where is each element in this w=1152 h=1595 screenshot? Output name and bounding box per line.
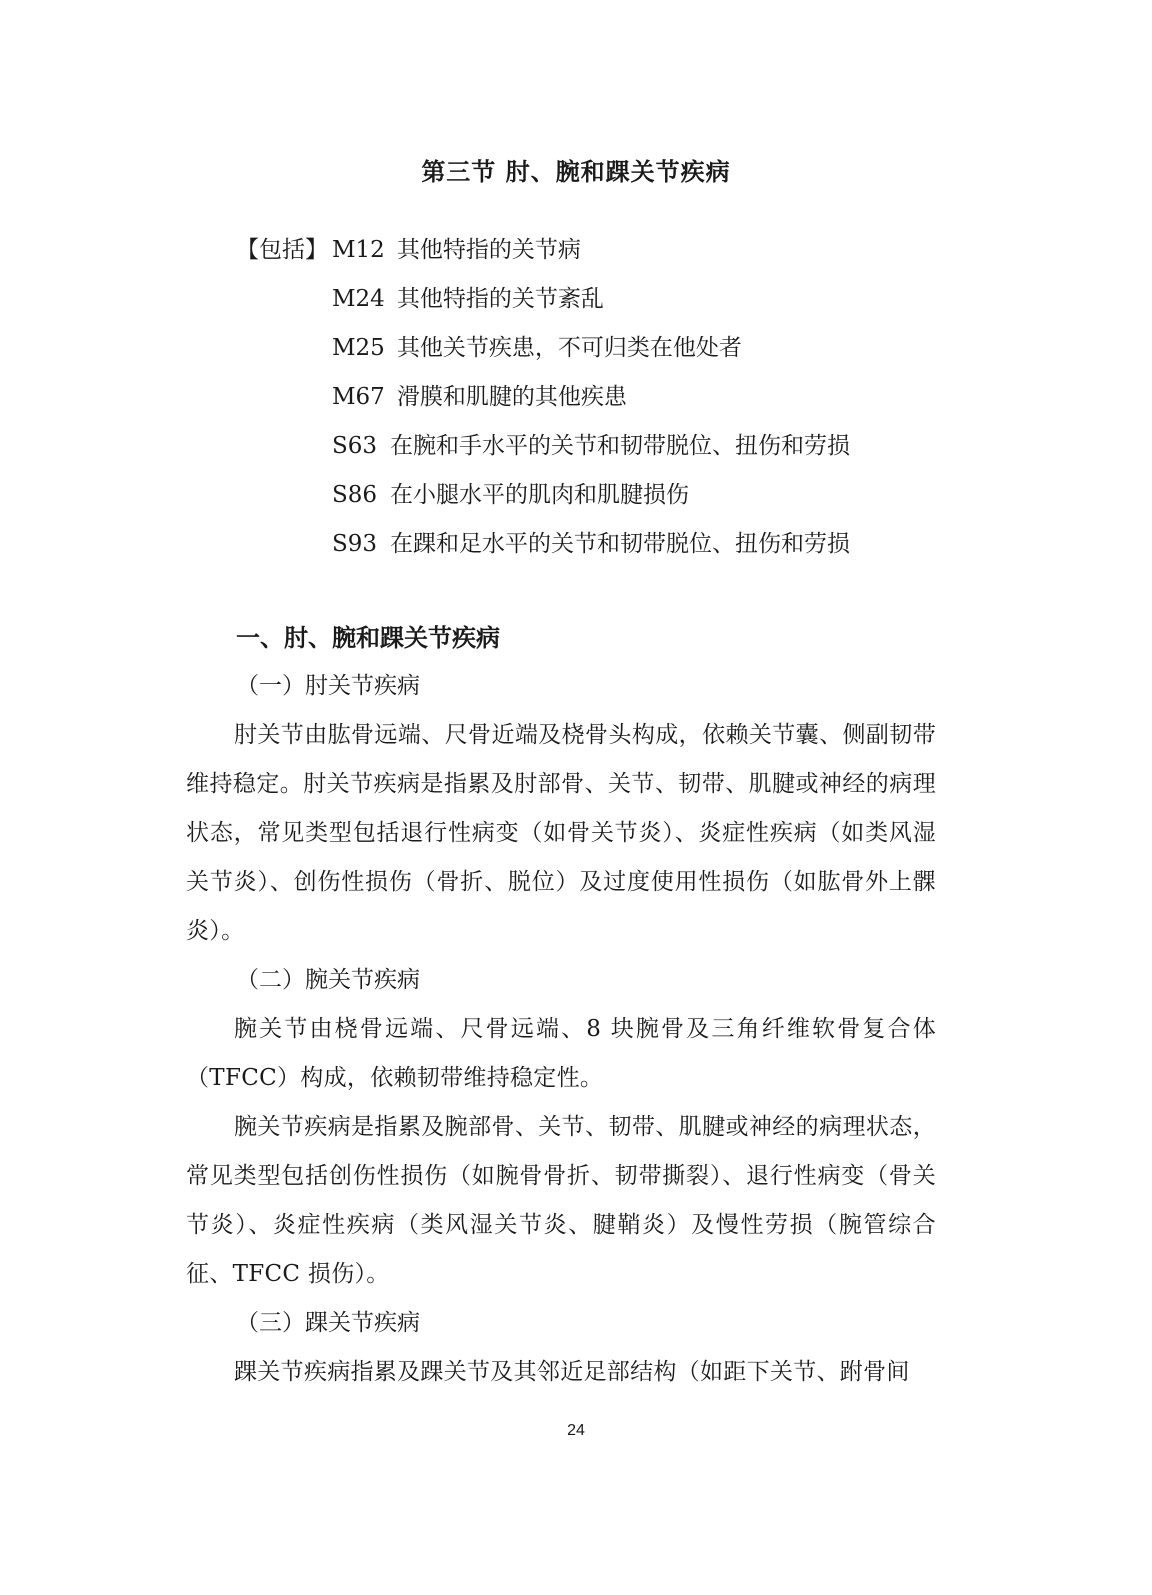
list-item <box>236 373 850 422</box>
list-item <box>236 422 850 471</box>
chapter-heading: 一、肘、腕和踝关节疾病 <box>236 623 500 652</box>
subheading-elbow: （一）肘关节疾病 <box>236 673 420 699</box>
icd-code: S63 <box>332 433 378 459</box>
icd-code: S93 <box>332 531 378 557</box>
includes-label: 【包括】 <box>236 237 328 263</box>
paragraph-wrist-disease: 腕关节疾病是指累及腕部骨、关节、韧带、肌腱或神经的病理状态，常见类型包括创伤性损伤（如腕骨骨折、韧带撕裂）、退行性病变（骨关节炎）、炎症性疾病（类风湿关节炎、腱鞘炎）及慢性劳损（腕管综合征、TFCC 损伤）。 <box>186 1114 936 1287</box>
subheading-wrist: （二）腕关节疾病 <box>236 967 420 993</box>
icd-description: 其他特指的关节紊乱 <box>396 286 604 312</box>
section-title: 第三节 肘、腕和踝关节疾病 <box>421 157 731 186</box>
icd-description: 在小腿水平的肌肉和肌腱损伤 <box>390 482 689 508</box>
icd-description: 在踝和足水平的关节和韧带脱位、扭伤和劳损 <box>390 531 850 557</box>
list-item <box>236 275 850 324</box>
paragraph-elbow: 肘关节由肱骨远端、尺骨近端及桡骨头构成，依赖关节囊、侧副韧带维持稳定。肘关节疾病是指累及肘部骨、关节、韧带、肌腱或神经的病理状态，常见类型包括退行性病变（如骨关节炎）、炎症性疾病（如类风湿关节炎）、创伤性损伤（骨折、脱位）及过度使用性损伤（如肱骨外上髁炎）。 <box>186 722 936 944</box>
icd-code: M12 <box>332 237 385 263</box>
page-number: 24 <box>567 1422 585 1439</box>
icd-code: S86 <box>332 482 378 508</box>
icd-description: 其他特指的关节病 <box>396 237 581 263</box>
subheading-ankle: （三）踝关节疾病 <box>236 1310 420 1336</box>
icd-description: 其他关节疾患，不可归类在他处者 <box>396 335 742 361</box>
list-item <box>236 226 850 275</box>
paragraph-ankle: 踝关节疾病指累及踝关节及其邻近足部结构（如距下关节、跗骨间 <box>234 1359 910 1385</box>
icd-description: 滑膜和肌腱的其他疾患 <box>396 384 627 410</box>
paragraph-wrist-anatomy: 腕关节由桡骨远端、尺骨远端、8 块腕骨及三角纤维软骨复合体（TFCC）构成，依赖韧带维持稳定性。 <box>186 1016 936 1091</box>
icd-code: M24 <box>332 286 385 312</box>
list-item <box>236 520 850 569</box>
list-item <box>236 471 850 520</box>
icd-description: 在腕和手水平的关节和韧带脱位、扭伤和劳损 <box>390 433 850 459</box>
list-item <box>236 324 850 373</box>
icd-code: M67 <box>332 384 385 410</box>
body-text <box>186 662 936 1397</box>
includes-list <box>236 226 850 569</box>
icd-code: M25 <box>332 335 385 361</box>
